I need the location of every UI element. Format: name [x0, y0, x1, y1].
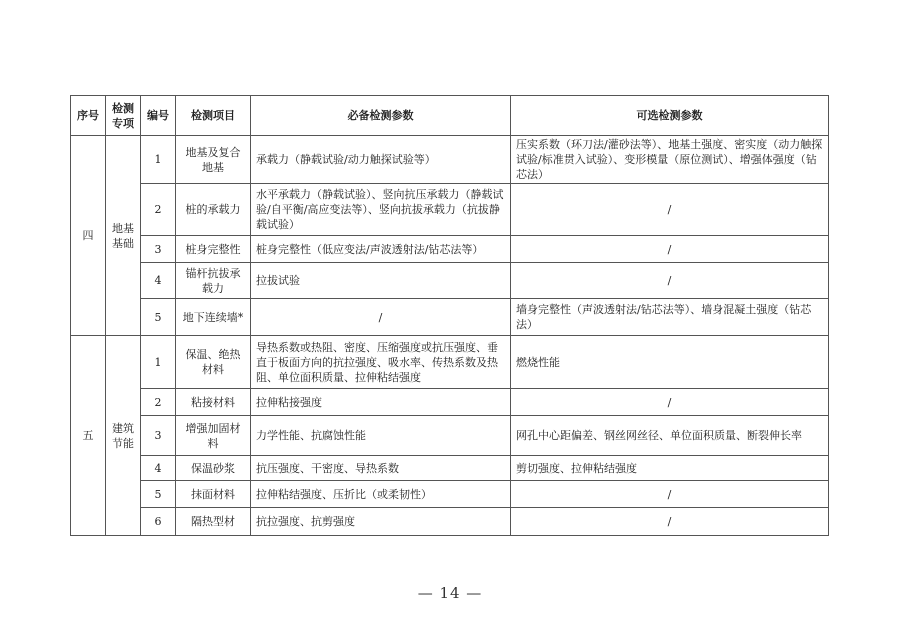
table-row: [71, 481, 829, 508]
cell-item: 抹面材料: [176, 481, 251, 508]
cell-optional: /: [511, 481, 829, 508]
table-row: [71, 184, 829, 236]
header-required: 必备检测参数: [251, 96, 511, 136]
table-row: [71, 299, 829, 336]
cell-no: 3: [141, 236, 176, 263]
cell-optional: /: [511, 508, 829, 536]
cell-required: 抗拉强度、抗剪强度: [251, 508, 511, 536]
cell-required: 承载力（静载试验/动力触探试验等）: [251, 136, 511, 184]
table-row: [71, 263, 829, 299]
section-seq-cell: 四: [71, 136, 106, 336]
section-category-cell: [106, 136, 141, 336]
cell-item: 隔热型材: [176, 508, 251, 536]
cell-optional: 剪切强度、拉伸粘结强度: [511, 456, 829, 481]
cell-optional: /: [511, 263, 829, 299]
cell-required: 拉拔试验: [251, 263, 511, 299]
cell-no: 1: [141, 336, 176, 389]
table-row: [71, 456, 829, 481]
section-category-label: 地基基础: [112, 221, 134, 250]
section-seq-cell: 五: [71, 336, 106, 536]
cell-no: 2: [141, 389, 176, 416]
cell-no: 1: [141, 136, 176, 184]
cell-item: 保温、绝热材料: [176, 336, 251, 389]
cell-item: 增强加固材料: [176, 416, 251, 456]
inspection-parameter-table: [70, 95, 829, 536]
cell-no: 4: [141, 456, 176, 481]
cell-optional: 网孔中心距偏差、钢丝网丝径、单位面积质量、断裂伸长率: [511, 416, 829, 456]
cell-optional: 墙身完整性（声波透射法/钻芯法等）、墙身混凝土强度（钻芯法）: [511, 299, 829, 336]
header-item: 检测项目: [176, 96, 251, 136]
cell-optional: /: [511, 236, 829, 263]
cell-item: 粘接材料: [176, 389, 251, 416]
cell-required: /: [251, 299, 511, 336]
cell-optional: 燃烧性能: [511, 336, 829, 389]
cell-no: 2: [141, 184, 176, 236]
cell-item: 桩身完整性: [176, 236, 251, 263]
header-category-label: 检测专项: [112, 101, 134, 130]
table-row: [71, 136, 829, 184]
cell-item: 锚杆抗拔承载力: [176, 263, 251, 299]
cell-item: 保温砂浆: [176, 456, 251, 481]
table-row: [71, 236, 829, 263]
header-optional: 可选检测参数: [511, 96, 829, 136]
cell-required: 力学性能、抗腐蚀性能: [251, 416, 511, 456]
cell-no: 5: [141, 299, 176, 336]
table-row: [71, 416, 829, 456]
cell-item: 地下连续墙*: [176, 299, 251, 336]
cell-no: 5: [141, 481, 176, 508]
header-category: [106, 96, 141, 136]
cell-optional: 压实系数（环刀法/灌砂法等）、地基土强度、密实度（动力触探试验/标准贯入试验）、变形模量（原位测试）、增强体强度（钻芯法）: [511, 136, 829, 184]
cell-no: 6: [141, 508, 176, 536]
cell-required: 拉伸粘结强度、压折比（或柔韧性）: [251, 481, 511, 508]
table-row: [71, 336, 829, 389]
section-category-label: 建筑节能: [112, 421, 134, 450]
cell-no: 3: [141, 416, 176, 456]
cell-required: 水平承载力（静载试验）、竖向抗压承载力（静载试验/自平衡/高应变法等）、竖向抗拔承载力（抗拔静载试验）: [251, 184, 511, 236]
cell-item: 地基及复合地基: [176, 136, 251, 184]
cell-required: 抗压强度、干密度、导热系数: [251, 456, 511, 481]
table-row: [71, 508, 829, 536]
table-row: [71, 389, 829, 416]
cell-no: 4: [141, 263, 176, 299]
cell-optional: /: [511, 184, 829, 236]
page-number: — 14 —: [417, 584, 483, 602]
table-header-row: [71, 96, 829, 136]
cell-item: 桩的承载力: [176, 184, 251, 236]
cell-optional: /: [511, 389, 829, 416]
section-category-cell: [106, 336, 141, 536]
cell-required: 桩身完整性（低应变法/声波透射法/钻芯法等）: [251, 236, 511, 263]
header-seq: 序号: [71, 96, 106, 136]
cell-required: 拉伸粘接强度: [251, 389, 511, 416]
cell-required: 导热系数或热阻、密度、压缩强度或抗压强度、垂直于板面方向的抗拉强度、吸水率、传热系数及热阻、单位面积质量、拉伸粘结强度: [251, 336, 511, 389]
header-no: 编号: [141, 96, 176, 136]
